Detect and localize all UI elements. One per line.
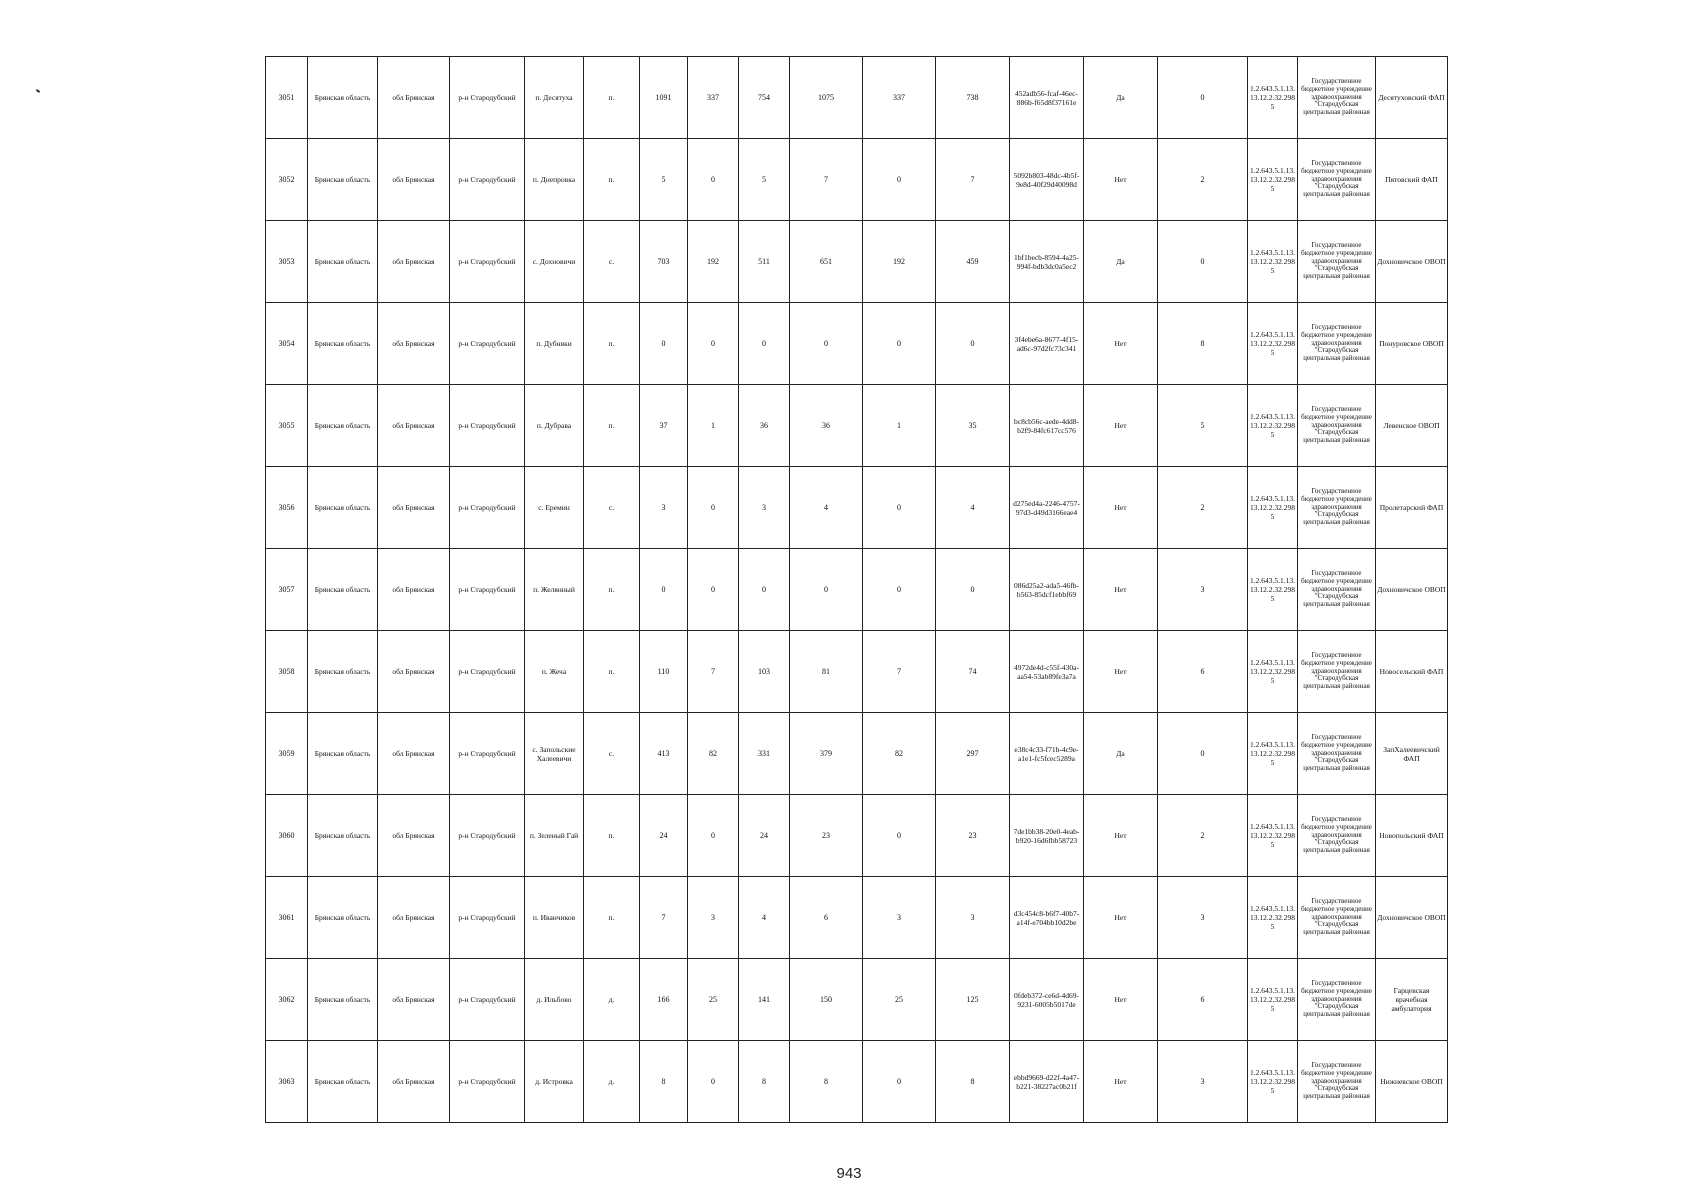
table-row [266, 1041, 1448, 1123]
cell-oblast: обл Брянская [378, 467, 450, 549]
cell-population-children: 7 [688, 631, 739, 713]
cell-district: р-н Стародубский [450, 713, 525, 795]
cell-distance: 0 [1158, 713, 1248, 795]
cell-population-adults: 754 [739, 57, 790, 139]
cell-region: Брянская область [308, 385, 378, 467]
cell-has-facility: Нет [1084, 385, 1158, 467]
cell-fias-guid: 5092b803-48dc-4b5f-9e8d-40f29d40098d [1010, 139, 1084, 221]
org-name-text: Государственное бюджетное учреждение здравоохранения "Стародубская центральная районная [1301, 569, 1372, 609]
cell-population-2-children: 7 [863, 631, 936, 713]
cell-district: р-н Стародубский [450, 959, 525, 1041]
cell-facility-name: Новопольский ФАП [1376, 795, 1448, 877]
cell-distance: 3 [1158, 1041, 1248, 1123]
cell-population-2-total: 81 [790, 631, 863, 713]
cell-row-number: 3062 [266, 959, 308, 1041]
cell-population-2-adults: 4 [936, 467, 1010, 549]
cell-population-2-children: 337 [863, 57, 936, 139]
cell-population-children: 337 [688, 57, 739, 139]
cell-fias-guid: bc8cb56c-aede-4dd8-b2f9-84fc617cc576 [1010, 385, 1084, 467]
cell-settlement-type: п. [584, 385, 640, 467]
cell-fias-guid: 7de1bb38-20e0-4eab-b920-16d6fbb58723 [1010, 795, 1084, 877]
org-name-text: Государственное бюджетное учреждение здравоохранения "Стародубская центральная районная [1301, 897, 1372, 937]
cell-district: р-н Стародубский [450, 795, 525, 877]
table-row [266, 795, 1448, 877]
org-name-text: Государственное бюджетное учреждение здравоохранения "Стародубская центральная районная [1301, 487, 1372, 527]
cell-settlement-type: д. [584, 1041, 640, 1123]
cell-oblast: обл Брянская [378, 631, 450, 713]
cell-district: р-н Стародубский [450, 877, 525, 959]
cell-has-facility: Нет [1084, 549, 1158, 631]
cell-district: р-н Стародубский [450, 549, 525, 631]
cell-org-oid: 1.2.643.5.1.13.13.12.2.32.2985 [1248, 959, 1298, 1041]
cell-region: Брянская область [308, 877, 378, 959]
cell-region: Брянская область [308, 549, 378, 631]
cell-district: р-н Стародубский [450, 221, 525, 303]
cell-population-2-children: 82 [863, 713, 936, 795]
org-name-text: Государственное бюджетное учреждение здравоохранения "Стародубская центральная районная [1301, 979, 1372, 1019]
cell-org-oid: 1.2.643.5.1.13.13.12.2.32.2985 [1248, 549, 1298, 631]
cell-row-number: 3057 [266, 549, 308, 631]
cell-population-total: 8 [640, 1041, 688, 1123]
cell-settlement-type: п. [584, 303, 640, 385]
cell-org-oid: 1.2.643.5.1.13.13.12.2.32.2985 [1248, 385, 1298, 467]
cell-population-2-adults: 459 [936, 221, 1010, 303]
cell-settlement-type: с. [584, 713, 640, 795]
cell-row-number: 3059 [266, 713, 308, 795]
cell-has-facility: Нет [1084, 959, 1158, 1041]
cell-population-2-adults: 74 [936, 631, 1010, 713]
cell-fias-guid: 452adb56-fcaf-46ec-886b-f65d8f37161e [1010, 57, 1084, 139]
cell-population-2-children: 192 [863, 221, 936, 303]
cell-settlement: с. Дохновичи [525, 221, 584, 303]
cell-has-facility: Нет [1084, 467, 1158, 549]
cell-oblast: обл Брянская [378, 713, 450, 795]
cell-population-adults: 24 [739, 795, 790, 877]
cell-population-2-adults: 297 [936, 713, 1010, 795]
cell-org-name [1298, 139, 1376, 221]
cell-population-adults: 3 [739, 467, 790, 549]
cell-distance: 6 [1158, 631, 1248, 713]
cell-has-facility: Да [1084, 57, 1158, 139]
cell-settlement-type: с. [584, 221, 640, 303]
cell-population-total: 0 [640, 549, 688, 631]
cell-org-oid: 1.2.643.5.1.13.13.12.2.32.2985 [1248, 713, 1298, 795]
cell-org-oid: 1.2.643.5.1.13.13.12.2.32.2985 [1248, 795, 1298, 877]
cell-row-number: 3051 [266, 57, 308, 139]
cell-population-adults: 511 [739, 221, 790, 303]
cell-district: р-н Стародубский [450, 631, 525, 713]
cell-population-total: 3 [640, 467, 688, 549]
cell-distance: 3 [1158, 549, 1248, 631]
cell-fias-guid: 3f4ebe6a-8677-4f15-ad6c-97d2fc73c341 [1010, 303, 1084, 385]
cell-org-oid: 1.2.643.5.1.13.13.12.2.32.2985 [1248, 467, 1298, 549]
cell-population-total: 110 [640, 631, 688, 713]
cell-settlement: п. Зеленый Гай [525, 795, 584, 877]
cell-org-oid: 1.2.643.5.1.13.13.12.2.32.2985 [1248, 221, 1298, 303]
cell-settlement: с. Еремин [525, 467, 584, 549]
cell-population-2-adults: 8 [936, 1041, 1010, 1123]
cell-has-facility: Нет [1084, 1041, 1158, 1123]
org-name-text: Государственное бюджетное учреждение здравоохранения "Стародубская центральная районная [1301, 733, 1372, 773]
cell-org-name [1298, 713, 1376, 795]
cell-region: Брянская область [308, 713, 378, 795]
cell-distance: 0 [1158, 57, 1248, 139]
cell-org-name [1298, 221, 1376, 303]
cell-oblast: обл Брянская [378, 959, 450, 1041]
cell-region: Брянская область [308, 467, 378, 549]
cell-facility-name: Пролетарский ФАП [1376, 467, 1448, 549]
cell-settlement: п. Днепровка [525, 139, 584, 221]
cell-population-total: 0 [640, 303, 688, 385]
table-body [266, 57, 1448, 1123]
cell-has-facility: Нет [1084, 795, 1158, 877]
cell-fias-guid: d3c454c8-b6f7-40b7-a14f-e704bb10d2be [1010, 877, 1084, 959]
cell-region: Брянская область [308, 139, 378, 221]
cell-population-2-total: 0 [790, 549, 863, 631]
cell-population-adults: 0 [739, 303, 790, 385]
table-row [266, 139, 1448, 221]
org-name-text: Государственное бюджетное учреждение здравоохранения "Стародубская центральная районная [1301, 1061, 1372, 1101]
cell-population-2-adults: 3 [936, 877, 1010, 959]
cell-population-2-children: 1 [863, 385, 936, 467]
cell-population-children: 0 [688, 795, 739, 877]
cell-org-name [1298, 959, 1376, 1041]
cell-population-2-total: 150 [790, 959, 863, 1041]
cell-population-children: 3 [688, 877, 739, 959]
cell-settlement-type: п. [584, 139, 640, 221]
cell-oblast: обл Брянская [378, 221, 450, 303]
cell-has-facility: Нет [1084, 303, 1158, 385]
cell-region: Брянская область [308, 221, 378, 303]
cell-fias-guid: 086d25a2-ada5-46fb-b563-85dcf1ebbf69 [1010, 549, 1084, 631]
cell-oblast: обл Брянская [378, 139, 450, 221]
cell-fias-guid: d275ed4a-2246-4757-97d3-d49d3166eae4 [1010, 467, 1084, 549]
cell-population-2-children: 0 [863, 1041, 936, 1123]
cell-org-name [1298, 467, 1376, 549]
cell-distance: 8 [1158, 303, 1248, 385]
cell-oblast: обл Брянская [378, 1041, 450, 1123]
cell-distance: 2 [1158, 139, 1248, 221]
cell-district: р-н Стародубский [450, 467, 525, 549]
cell-row-number: 3061 [266, 877, 308, 959]
cell-facility-name: Новосельский ФАП [1376, 631, 1448, 713]
cell-settlement-type: п. [584, 877, 640, 959]
cell-facility-name: Левенское ОВОП [1376, 385, 1448, 467]
cell-region: Брянская область [308, 1041, 378, 1123]
cell-population-total: 703 [640, 221, 688, 303]
table-row [266, 959, 1448, 1041]
cell-population-2-total: 8 [790, 1041, 863, 1123]
table-row [266, 631, 1448, 713]
cell-population-children: 0 [688, 139, 739, 221]
cell-distance: 2 [1158, 467, 1248, 549]
scan-mark [36, 89, 40, 93]
cell-population-2-children: 0 [863, 467, 936, 549]
cell-row-number: 3052 [266, 139, 308, 221]
org-name-text: Государственное бюджетное учреждение здравоохранения "Стародубская центральная районная [1301, 77, 1372, 117]
cell-row-number: 3056 [266, 467, 308, 549]
cell-org-oid: 1.2.643.5.1.13.13.12.2.32.2985 [1248, 877, 1298, 959]
cell-distance: 6 [1158, 959, 1248, 1041]
cell-population-total: 166 [640, 959, 688, 1041]
cell-population-children: 0 [688, 549, 739, 631]
cell-region: Брянская область [308, 631, 378, 713]
cell-oblast: обл Брянская [378, 385, 450, 467]
org-name-text: Государственное бюджетное учреждение здравоохранения "Стародубская центральная районная [1301, 323, 1372, 363]
cell-region: Брянская область [308, 795, 378, 877]
cell-org-name [1298, 1041, 1376, 1123]
cell-org-oid: 1.2.643.5.1.13.13.12.2.32.2985 [1248, 57, 1298, 139]
cell-population-2-total: 7 [790, 139, 863, 221]
cell-settlement: д. Истровка [525, 1041, 584, 1123]
settlements-table [265, 56, 1448, 1123]
cell-population-total: 24 [640, 795, 688, 877]
table-row [266, 549, 1448, 631]
cell-population-total: 413 [640, 713, 688, 795]
cell-population-adults: 141 [739, 959, 790, 1041]
table-row [266, 303, 1448, 385]
cell-settlement-type: п. [584, 795, 640, 877]
cell-oblast: обл Брянская [378, 549, 450, 631]
cell-population-2-total: 1075 [790, 57, 863, 139]
table-row [266, 877, 1448, 959]
cell-settlement: п. Дубрава [525, 385, 584, 467]
cell-oblast: обл Брянская [378, 303, 450, 385]
cell-population-2-children: 0 [863, 303, 936, 385]
table-row [266, 221, 1448, 303]
cell-settlement: п. Желянный [525, 549, 584, 631]
cell-district: р-н Стародубский [450, 303, 525, 385]
cell-org-oid: 1.2.643.5.1.13.13.12.2.32.2985 [1248, 1041, 1298, 1123]
cell-org-name [1298, 549, 1376, 631]
cell-oblast: обл Брянская [378, 877, 450, 959]
cell-population-children: 1 [688, 385, 739, 467]
cell-settlement-type: д. [584, 959, 640, 1041]
cell-settlement-type: п. [584, 549, 640, 631]
cell-population-2-adults: 738 [936, 57, 1010, 139]
cell-population-children: 82 [688, 713, 739, 795]
cell-settlement: п. Жеча [525, 631, 584, 713]
cell-org-name [1298, 57, 1376, 139]
cell-population-total: 7 [640, 877, 688, 959]
cell-population-total: 37 [640, 385, 688, 467]
cell-population-children: 192 [688, 221, 739, 303]
cell-settlement: п. Дубняки [525, 303, 584, 385]
cell-facility-name: Нижневское ОВОП [1376, 1041, 1448, 1123]
cell-population-2-total: 23 [790, 795, 863, 877]
cell-population-children: 0 [688, 467, 739, 549]
cell-population-2-adults: 7 [936, 139, 1010, 221]
cell-row-number: 3054 [266, 303, 308, 385]
cell-settlement-type: п. [584, 631, 640, 713]
org-name-text: Государственное бюджетное учреждение здравоохранения "Стародубская центральная районная [1301, 159, 1372, 199]
cell-org-name [1298, 795, 1376, 877]
cell-org-name [1298, 877, 1376, 959]
org-name-text: Государственное бюджетное учреждение здравоохранения "Стародубская центральная районная [1301, 405, 1372, 445]
cell-settlement: п. Десятуха [525, 57, 584, 139]
cell-population-children: 25 [688, 959, 739, 1041]
cell-distance: 2 [1158, 795, 1248, 877]
cell-facility-name: Дохновичское ОВОП [1376, 221, 1448, 303]
cell-population-children: 0 [688, 303, 739, 385]
cell-population-2-total: 6 [790, 877, 863, 959]
table-row [266, 467, 1448, 549]
cell-facility-name: Гарцевская врачебная амбулатория [1376, 959, 1448, 1041]
cell-population-2-adults: 23 [936, 795, 1010, 877]
cell-population-adults: 4 [739, 877, 790, 959]
cell-district: р-н Стародубский [450, 139, 525, 221]
cell-facility-name: ЗапХалеевичский ФАП [1376, 713, 1448, 795]
cell-population-2-total: 4 [790, 467, 863, 549]
cell-oblast: обл Брянская [378, 795, 450, 877]
cell-population-total: 1091 [640, 57, 688, 139]
cell-population-total: 5 [640, 139, 688, 221]
cell-facility-name: Десятуховский ФАП [1376, 57, 1448, 139]
cell-population-children: 0 [688, 1041, 739, 1123]
cell-population-adults: 0 [739, 549, 790, 631]
cell-distance: 0 [1158, 221, 1248, 303]
cell-org-oid: 1.2.643.5.1.13.13.12.2.32.2985 [1248, 303, 1298, 385]
cell-distance: 3 [1158, 877, 1248, 959]
cell-row-number: 3055 [266, 385, 308, 467]
cell-population-2-total: 0 [790, 303, 863, 385]
cell-region: Брянская область [308, 57, 378, 139]
cell-population-2-total: 379 [790, 713, 863, 795]
cell-population-adults: 331 [739, 713, 790, 795]
cell-facility-name: Дохновичское ОВОП [1376, 549, 1448, 631]
cell-region: Брянская область [308, 303, 378, 385]
org-name-text: Государственное бюджетное учреждение здравоохранения "Стародубская центральная районная [1301, 815, 1372, 855]
cell-population-2-total: 36 [790, 385, 863, 467]
cell-row-number: 3053 [266, 221, 308, 303]
cell-population-adults: 8 [739, 1041, 790, 1123]
cell-org-name [1298, 631, 1376, 713]
org-name-text: Государственное бюджетное учреждение здравоохранения "Стародубская центральная районная [1301, 651, 1372, 691]
page-number: 943 [836, 1165, 862, 1182]
cell-population-2-adults: 0 [936, 303, 1010, 385]
cell-population-adults: 5 [739, 139, 790, 221]
cell-org-oid: 1.2.643.5.1.13.13.12.2.32.2985 [1248, 631, 1298, 713]
cell-has-facility: Нет [1084, 139, 1158, 221]
cell-oblast: обл Брянская [378, 57, 450, 139]
org-name-text: Государственное бюджетное учреждение здравоохранения "Стародубская центральная районная [1301, 241, 1372, 281]
table-row [266, 385, 1448, 467]
cell-fias-guid: 1bf1becb-8594-4a25-994f-bdb3dc0a5ec2 [1010, 221, 1084, 303]
cell-population-adults: 103 [739, 631, 790, 713]
cell-facility-name: Понуровское ОВОП [1376, 303, 1448, 385]
cell-district: р-н Стародубский [450, 57, 525, 139]
cell-row-number: 3063 [266, 1041, 308, 1123]
cell-fias-guid: 4972de4d-c55f-430a-aa54-53ab89fe3a7a [1010, 631, 1084, 713]
cell-district: р-н Стародубский [450, 385, 525, 467]
cell-population-adults: 36 [739, 385, 790, 467]
cell-settlement: п. Иванчиков [525, 877, 584, 959]
cell-population-2-children: 0 [863, 549, 936, 631]
cell-region: Брянская область [308, 959, 378, 1041]
cell-population-2-children: 0 [863, 139, 936, 221]
cell-district: р-н Стародубский [450, 1041, 525, 1123]
cell-fias-guid: 0fdeb372-ce6d-4d69-9231-6005b5017de [1010, 959, 1084, 1041]
cell-has-facility: Да [1084, 713, 1158, 795]
cell-has-facility: Да [1084, 221, 1158, 303]
cell-population-2-adults: 125 [936, 959, 1010, 1041]
cell-row-number: 3060 [266, 795, 308, 877]
cell-population-2-children: 3 [863, 877, 936, 959]
cell-distance: 5 [1158, 385, 1248, 467]
cell-has-facility: Нет [1084, 631, 1158, 713]
cell-population-2-adults: 35 [936, 385, 1010, 467]
cell-population-2-adults: 0 [936, 549, 1010, 631]
table-row [266, 57, 1448, 139]
cell-fias-guid: ebbd9669-d22f-4a47-b221-38227ac0b21f [1010, 1041, 1084, 1123]
cell-settlement-type: п. [584, 57, 640, 139]
cell-fias-guid: e38c4c33-f71b-4c9e-a1e1-fc5fcec5289a [1010, 713, 1084, 795]
cell-population-2-total: 651 [790, 221, 863, 303]
cell-population-2-children: 25 [863, 959, 936, 1041]
cell-facility-name: Дохновичское ОВОП [1376, 877, 1448, 959]
cell-facility-name: Пятовский ФАП [1376, 139, 1448, 221]
cell-org-oid: 1.2.643.5.1.13.13.12.2.32.2985 [1248, 139, 1298, 221]
cell-settlement-type: с. [584, 467, 640, 549]
cell-org-name [1298, 385, 1376, 467]
table-row [266, 713, 1448, 795]
cell-has-facility: Нет [1084, 877, 1158, 959]
cell-population-2-children: 0 [863, 795, 936, 877]
cell-row-number: 3058 [266, 631, 308, 713]
cell-settlement: с. Запольские Халеевичи [525, 713, 584, 795]
cell-org-name [1298, 303, 1376, 385]
cell-settlement: д. Ильбово [525, 959, 584, 1041]
